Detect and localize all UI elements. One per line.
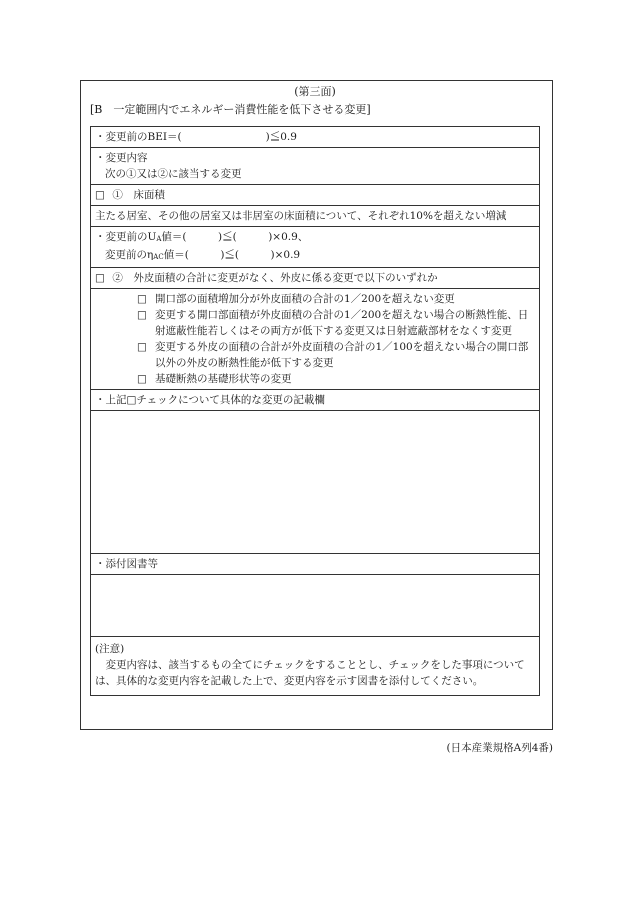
- detail-input-area[interactable]: [91, 411, 539, 554]
- note-title: (注意): [95, 643, 125, 655]
- sub-item-4: [95, 371, 535, 387]
- sub-item-2-text: 変更する開口部面積が外皮面積の合計の1／200を超えない場合の断熱性能、日射遮蔽性能若しくはその両方が低下する変更又は日射遮蔽部材をなくす変更: [155, 309, 529, 337]
- ua-text-b: 値＝( )≦( )×0.9、: [161, 231, 309, 243]
- sub-item-3: [95, 339, 535, 371]
- note-body: 変更内容は、該当するもの全てにチェックをすることとし、チェックをした事項については、具体的な変更内容を記載した上で、変更内容を示す図書を添付してください。: [95, 659, 525, 687]
- sub-item-3-text: 変更する外皮の面積の合計が外皮面積の合計の1／100を超えない場合の開口部以外の外皮の断熱性能が低下する変更: [155, 341, 529, 369]
- sub-item-4-text: 基礎断熱の基礎形状等の変更: [155, 373, 292, 385]
- ua-line: [95, 229, 535, 247]
- ua-subscript: A: [156, 235, 162, 243]
- ua-text-a: ・変更前のU: [95, 231, 157, 243]
- sub-item-1-checkbox[interactable]: □: [137, 293, 147, 305]
- eta-text-a: 変更前のη: [105, 249, 154, 261]
- sub-item-4-checkbox[interactable]: □: [137, 373, 147, 385]
- item1-checkbox[interactable]: □: [95, 189, 105, 201]
- detail-label-row: [91, 390, 539, 411]
- note-row: [91, 637, 539, 695]
- paper-size-note: (日本産業規格A列4番): [446, 742, 553, 754]
- item1-row: [91, 185, 539, 206]
- change-content-label: ・変更内容: [95, 152, 148, 164]
- bei-text: ・変更前のBEI＝( )≦0.9: [95, 131, 297, 143]
- page-label: (第三面): [294, 85, 336, 98]
- eta-line: [95, 247, 535, 265]
- bei-row: [91, 127, 539, 148]
- sub-item-1-text: 開口部の面積増加分が外皮面積の合計の1／200を超えない変更: [155, 293, 455, 305]
- attach-label: ・添付図書等: [95, 558, 158, 570]
- detail-label: ・上記□チェックについて具体的な変更の記載欄: [95, 394, 325, 406]
- sub-item-3-checkbox[interactable]: □: [137, 341, 147, 353]
- section-title: [B 一定範囲内でエネルギー消費性能を低下させる変更]: [90, 103, 371, 116]
- sub-item-2-checkbox[interactable]: □: [137, 309, 147, 321]
- item2-checkbox[interactable]: □: [95, 272, 105, 284]
- sub-item-2: [95, 307, 535, 339]
- eta-text-b: 値＝( )≦( )×0.9: [163, 249, 301, 261]
- ua-eta-row: [91, 227, 539, 268]
- change-form-table: [90, 126, 540, 696]
- attach-input-area[interactable]: [91, 575, 539, 637]
- item2-row: [91, 268, 539, 289]
- change-content-desc: 次の①又は②に該当する変更: [105, 168, 242, 180]
- item1-label: ① 床面積: [112, 189, 165, 201]
- item1-desc-row: [91, 206, 539, 227]
- change-content-row: [91, 148, 539, 185]
- item2-label: ② 外皮面積の合計に変更がなく、外皮に係る変更で以下のいずれか: [112, 272, 438, 284]
- attach-label-row: [91, 554, 539, 575]
- item2-subitems-row: [91, 289, 539, 390]
- eta-subscript: AC: [153, 253, 164, 261]
- item1-desc: 主たる居室、その他の居室又は非居室の床面積について、それぞれ10%を超えない増減: [95, 210, 507, 222]
- sub-item-1: [95, 291, 535, 307]
